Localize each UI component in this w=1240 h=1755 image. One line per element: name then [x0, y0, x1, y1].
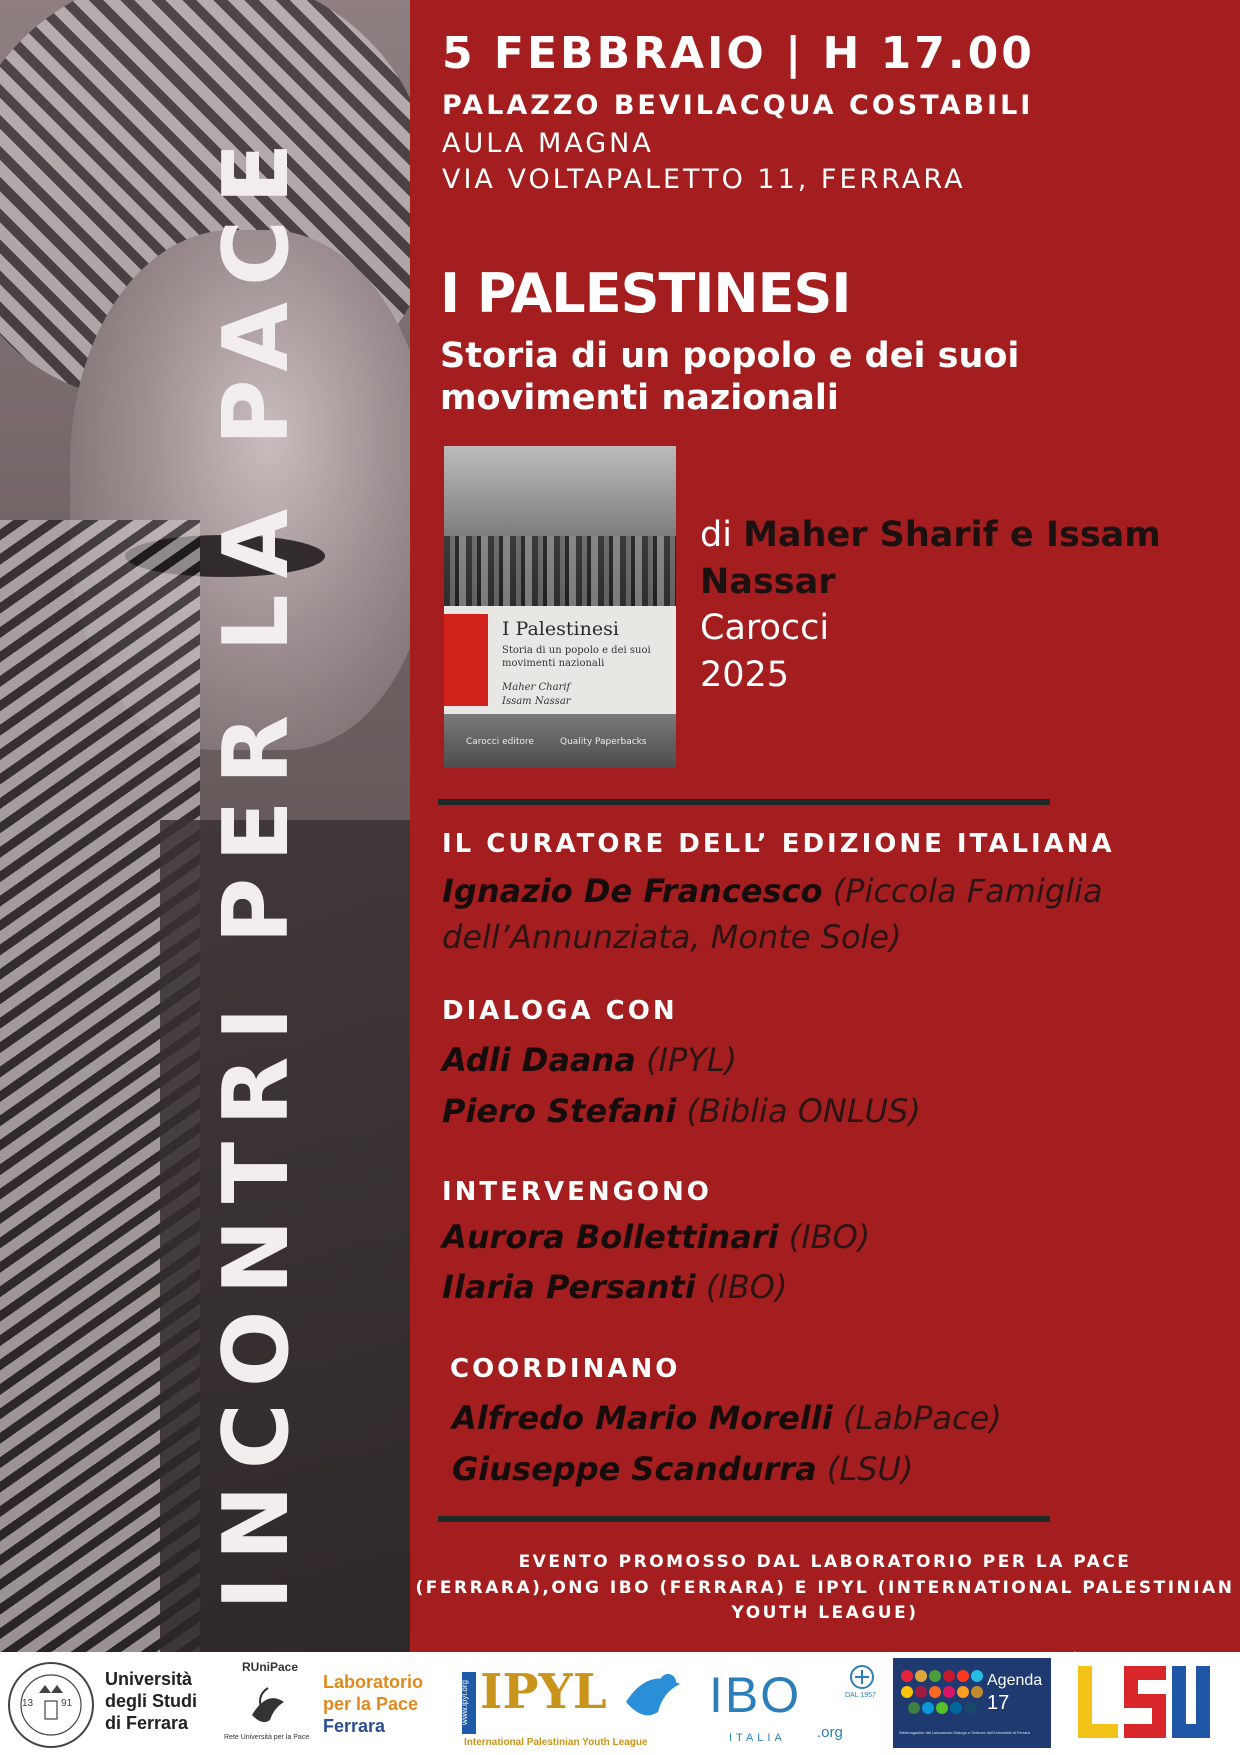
agenda-label: Agenda	[987, 1672, 1043, 1689]
portrait-photo	[0, 0, 410, 1652]
cover-series: Quality Paperbacks	[560, 737, 647, 747]
event-panel	[410, 0, 1240, 1652]
ibo-badge-icon	[849, 1664, 875, 1690]
book-cover	[444, 446, 676, 768]
seal-year: 91	[61, 1698, 73, 1709]
divider	[438, 799, 1050, 805]
cover-author: Issam Nassar	[502, 696, 571, 707]
person-affiliation: dell’Annunziata, Monte Sole)	[442, 918, 902, 956]
promoter-line: YOUTH LEAGUE)	[731, 1603, 919, 1623]
runipace-logo	[220, 1652, 315, 1755]
logo-strip	[0, 1652, 1240, 1755]
event-address: VIA VOLTAPALETTO 11, FERRARA	[442, 164, 966, 195]
book-publisher: Carocci	[700, 608, 830, 649]
ipyl-site: www.ipyl.org	[459, 1680, 469, 1725]
person-affiliation: (IPYL)	[646, 1041, 738, 1079]
ipyl-emblem-icon	[618, 1662, 688, 1732]
agenda-caption: Webmagazine del Laboratorio Dialogo e Scienze dell'Università di Ferrara	[899, 1730, 1030, 1735]
coordinano-heading: COORDINANO	[450, 1354, 681, 1384]
cover-title: I Palestinesi	[502, 618, 619, 640]
lsu-logo	[1070, 1652, 1220, 1755]
ipyl-logo	[458, 1652, 698, 1755]
person-name: Ilaria Persanti	[442, 1268, 696, 1306]
runipace-tagline: Rete Università per la Pace	[224, 1734, 310, 1741]
dialoga-person	[442, 1092, 921, 1130]
promoter-line: EVENTO PROMOSSO DAL LABORATORIO PER LA PACE	[518, 1552, 1132, 1572]
curator-heading: IL CURATORE DELL’ EDIZIONE ITALIANA	[442, 829, 1115, 859]
series-title: INCONTRI PER LA PACE	[204, 126, 309, 1610]
agenda-number: 17	[987, 1692, 1010, 1714]
book-title: I PALESTINESI	[440, 262, 851, 325]
unife-name: degli Studi	[105, 1691, 197, 1711]
person-affiliation: (LabPace)	[842, 1399, 1002, 1437]
person-affiliation: (IBO)	[788, 1218, 871, 1256]
person-affiliation: (LSU)	[826, 1450, 914, 1488]
ibo-name: IBO	[709, 1667, 802, 1723]
unife-name: Università	[105, 1669, 193, 1689]
person-name: Ignazio De Francesco	[442, 872, 823, 910]
runipace-name: RUniPace	[242, 1660, 299, 1674]
labpace-city: Ferrara	[323, 1716, 386, 1736]
labpace-name: per la Pace	[323, 1694, 419, 1714]
seal-year: 13	[22, 1698, 34, 1709]
labpace-logo	[320, 1652, 450, 1755]
sdg-dots-icon	[899, 1668, 985, 1718]
cover-subtitle: Storia di un popolo e dei suoi movimenti nazionali	[502, 645, 651, 669]
coordinano-person	[452, 1450, 913, 1488]
agenda17-logo	[893, 1658, 1051, 1748]
lsu-name: LSU	[1074, 1652, 1076, 1653]
book-by: di	[700, 515, 732, 555]
event-date-time: 5 FEBBRAIO | H 17.00	[442, 28, 1035, 79]
person-name: Adli Daana	[442, 1041, 636, 1079]
person-name: Piero Stefani	[442, 1092, 677, 1130]
curator-line	[442, 918, 902, 956]
ipyl-fullname: International Palestinian Youth League	[464, 1737, 648, 1748]
cover-red-band	[444, 614, 488, 706]
cover-publisher: Carocci editore	[466, 737, 534, 747]
book-year: 2025	[700, 654, 790, 695]
ipyl-name: IPYL	[480, 1664, 607, 1720]
person-affiliation: (Piccola Famiglia	[832, 872, 1103, 910]
event-room: AULA MAGNA	[442, 128, 654, 159]
promoter-note	[410, 1550, 1240, 1627]
promoter-line: (FERRARA),ONG IBO (FERRARA) E IPYL (INTERNATIONAL PALESTINIAN	[415, 1577, 1235, 1598]
ibo-since: DAL 1957	[845, 1692, 876, 1699]
dialoga-heading: DIALOGA CON	[442, 996, 678, 1026]
ibo-country: ITALIA	[729, 1732, 786, 1744]
ibo-logo	[705, 1652, 880, 1755]
dialoga-person	[442, 1041, 737, 1079]
labpace-name: Laboratorio	[323, 1672, 424, 1692]
intervengono-person	[442, 1268, 787, 1306]
unife-seal-icon	[5, 1659, 97, 1751]
person-name: Giuseppe Scandurra	[452, 1450, 817, 1488]
person-name: Alfredo Mario Morelli	[452, 1399, 833, 1437]
unife-name: di Ferrara	[105, 1713, 189, 1733]
cover-crowd	[444, 536, 676, 606]
ibo-domain: .org	[817, 1724, 843, 1741]
unife-logo	[0, 1652, 220, 1755]
lsu-mark-icon	[1074, 1664, 1214, 1744]
event-venue: PALAZZO BEVILACQUA COSTABILI	[442, 90, 1034, 121]
cover-author: Maher Charif	[502, 682, 571, 693]
intervengono-person	[442, 1218, 870, 1256]
divider	[438, 1516, 1050, 1522]
intervengono-heading: INTERVENGONO	[442, 1177, 712, 1207]
book-subtitle: Storia di un popolo e dei suoi movimenti nazionali	[440, 336, 1020, 418]
book-authors: Maher Sharif e Issam Nassar	[700, 515, 1161, 602]
coordinano-person	[452, 1399, 1002, 1437]
book-credits	[700, 512, 1240, 698]
person-name: Aurora Bollettinari	[442, 1218, 779, 1256]
person-affiliation: (Biblia ONLUS)	[686, 1092, 921, 1130]
person-affiliation: (IBO)	[705, 1268, 788, 1306]
curator-line	[442, 872, 1103, 910]
